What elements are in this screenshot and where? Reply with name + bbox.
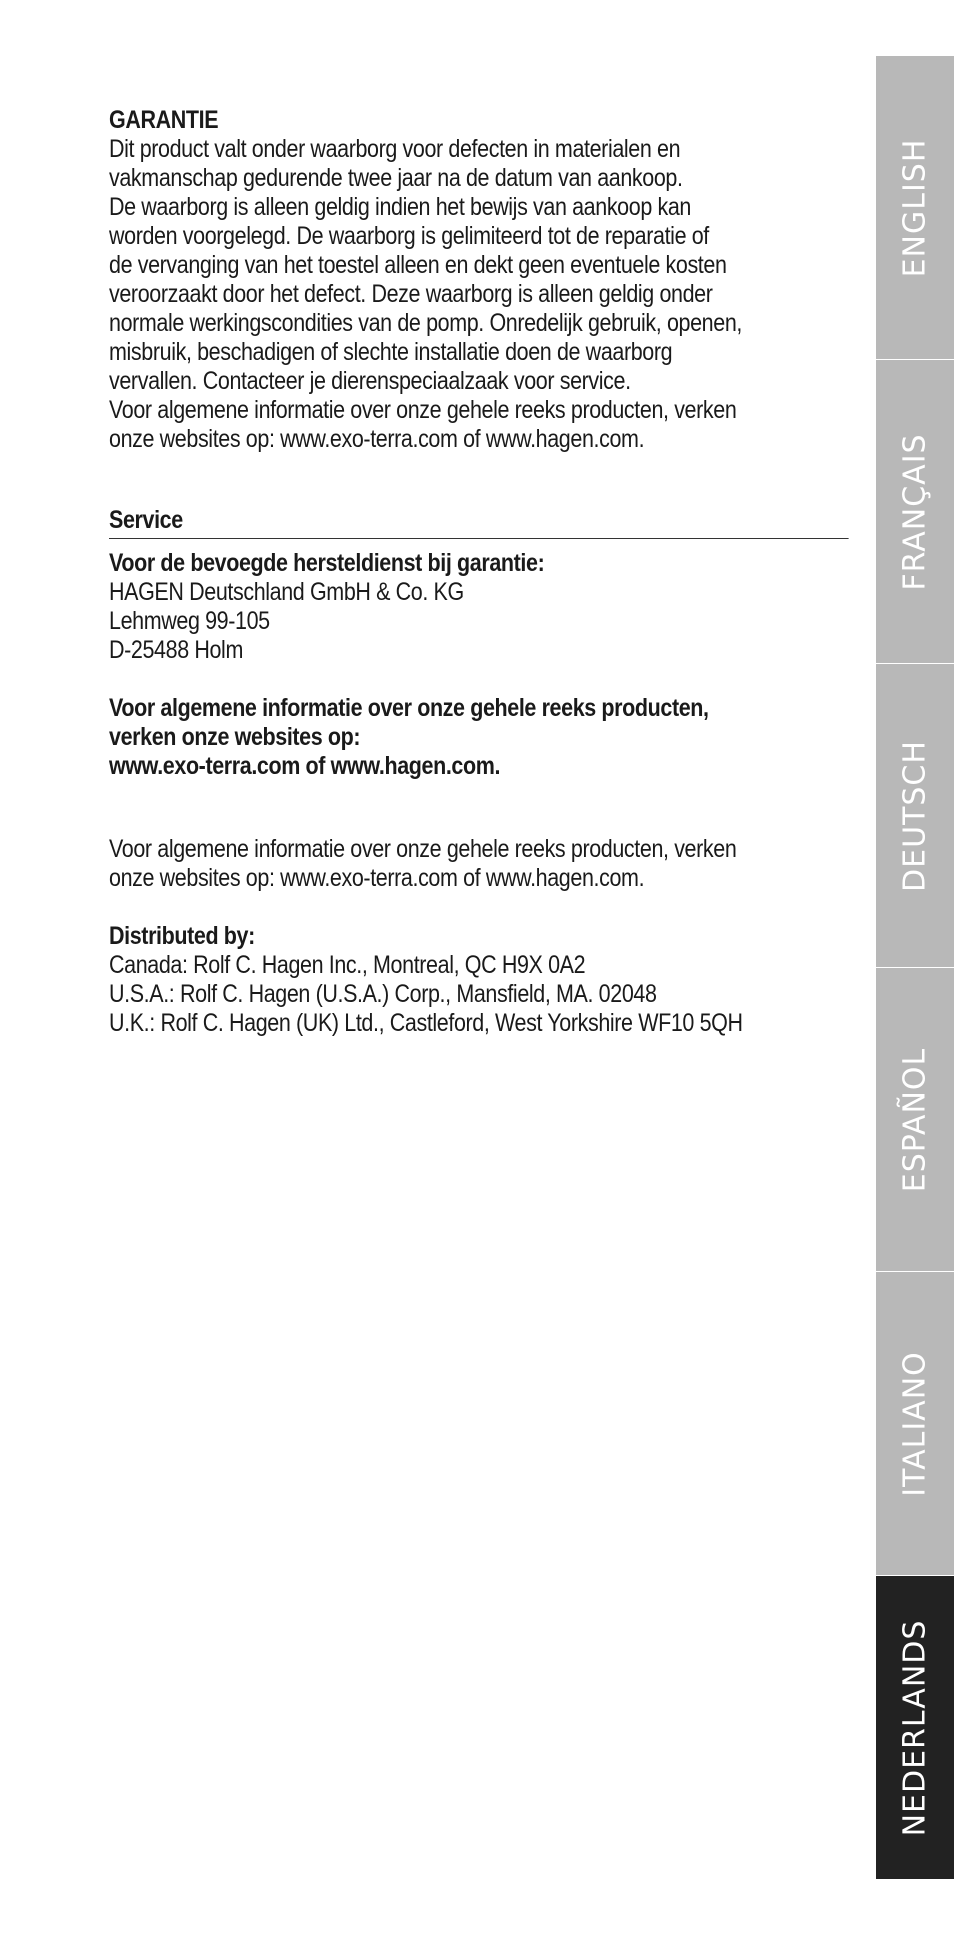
info-line: onze websites op: www.exo-terra.com of www.hagen.com.	[109, 864, 645, 892]
distributor-line: Canada: Rolf C. Hagen Inc., Montreal, QC H9X 0A2	[109, 951, 586, 979]
info-bold-line: Voor algemene informatie over onze gehele reeks producten,	[109, 694, 709, 722]
tab-nederlands[interactable]	[876, 1576, 954, 1880]
address-line: D-25488 Holm	[109, 636, 243, 664]
address-line: Lehmweg 99-105	[109, 607, 270, 635]
tab-label: ENGLISH	[897, 138, 933, 277]
spacer	[109, 781, 849, 835]
guarantee-line: worden voorgelegd. De waarborg is gelimiteerd tot de reparatie of	[109, 222, 709, 250]
repair-heading: Voor de bevoegde hersteldienst bij garantie:	[109, 549, 545, 577]
tab-deutsch[interactable]	[876, 664, 954, 968]
guarantee-line: vervallen. Contacteer je dierenspeciaalzaak voor service.	[109, 367, 631, 395]
guarantee-section	[109, 106, 849, 454]
address-line: HAGEN Deutschland GmbH & Co. KG	[109, 578, 464, 606]
info-bold-line: www.exo-terra.com of www.hagen.com.	[109, 752, 501, 780]
guarantee-line: misbruik, beschadigen of slechte installatie doen de waarborg	[109, 338, 673, 366]
spacer	[109, 665, 849, 694]
language-tabs	[876, 56, 954, 1880]
tab-label: DEUTSCH	[897, 739, 933, 892]
guarantee-line: Dit product valt onder waarborg voor defecten in materialen en	[109, 135, 681, 163]
guarantee-line: veroorzaakt door het defect. Deze waarborg is alleen geldig onder	[109, 280, 713, 308]
tab-english[interactable]	[876, 56, 954, 360]
tab-label: NEDERLANDS	[897, 1619, 933, 1836]
tab-label: ESPAÑOL	[897, 1047, 933, 1192]
info-bold-line: verken onze websites op:	[109, 723, 361, 751]
guarantee-line: normale werkingscondities van de pomp. Onredelijk gebruik, openen,	[109, 309, 742, 337]
service-section	[109, 506, 849, 1038]
tab-label: ITALIANO	[897, 1350, 933, 1497]
service-divider	[109, 538, 849, 539]
guarantee-title: GARANTIE	[109, 106, 219, 134]
service-title: Service	[109, 506, 183, 534]
distributor-line: U.K.: Rolf C. Hagen (UK) Ltd., Castleford, West Yorkshire WF10 5QH	[109, 1009, 743, 1037]
tab-label: FRANÇAIS	[897, 432, 933, 591]
guarantee-line: Voor algemene informatie over onze gehele reeks producten, verken	[109, 396, 737, 424]
guarantee-line: onze websites op: www.exo-terra.com of www.hagen.com.	[109, 425, 645, 453]
tab-francais[interactable]	[876, 360, 954, 664]
guarantee-line: vakmanschap gedurende twee jaar na de datum van aankoop.	[109, 164, 683, 192]
tab-italiano[interactable]	[876, 1272, 954, 1576]
guarantee-line: de vervanging van het toestel alleen en dekt geen eventuele kosten	[109, 251, 727, 279]
info-line: Voor algemene informatie over onze gehele reeks producten, verken	[109, 835, 737, 863]
tab-espanol[interactable]	[876, 968, 954, 1272]
distributor-line: U.S.A.: Rolf C. Hagen (U.S.A.) Corp., Mansfield, MA. 02048	[109, 980, 657, 1008]
spacer	[109, 893, 849, 922]
distributed-heading: Distributed by:	[109, 922, 255, 950]
guarantee-line: De waarborg is alleen geldig indien het bewijs van aankoop kan	[109, 193, 691, 221]
document-content	[109, 106, 849, 1038]
